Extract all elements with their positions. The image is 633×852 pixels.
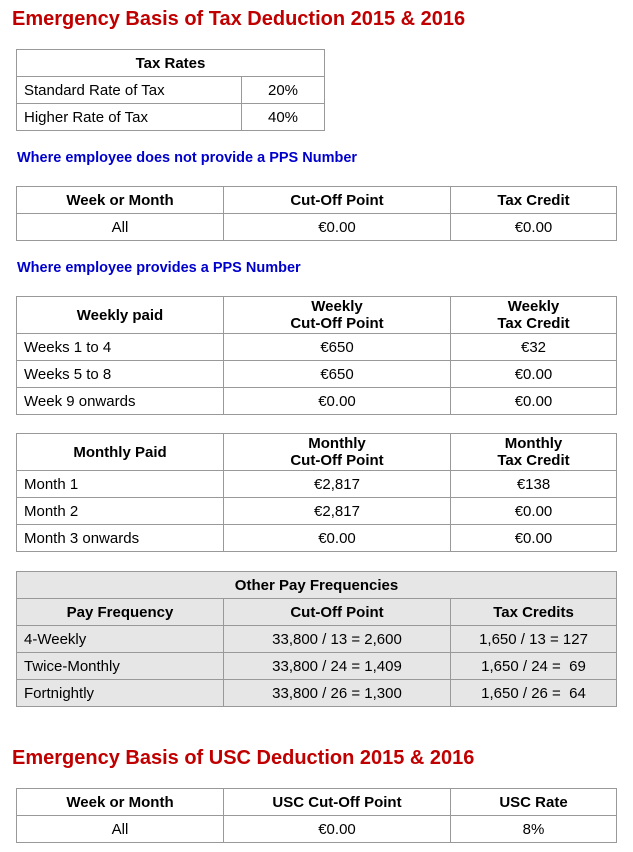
tax-rates-table [16,49,325,131]
table-row [17,653,617,680]
column-header: Monthly Paid [17,434,224,471]
other-frequencies-title: Other Pay Frequencies [17,572,617,599]
column-header: Week or Month [17,789,224,816]
tax-rates-title: Tax Rates [17,50,325,77]
table-row [17,471,617,498]
table-cell: €650 [224,361,451,388]
table-cell: €650 [224,334,451,361]
table-cell: Week 9 onwards [17,388,224,415]
table-cell: €0.00 [224,816,451,843]
table-row [17,626,617,653]
weekly-paid-table [16,296,617,415]
column-header: Tax Credits [451,599,617,626]
column-header: Week or Month [17,187,224,214]
column-header: Weekly Cut-Off Point [224,297,451,334]
table-cell: 33,800 / 26 = 1,300 [224,680,451,707]
column-header: USC Cut-Off Point [224,789,451,816]
column-header: Cut-Off Point [224,599,451,626]
table-cell: 4-Weekly [17,626,224,653]
no-pps-heading: Where employee does not provide a PPS Number [17,150,358,166]
rate-label: Higher Rate of Tax [17,104,242,131]
table-cell: €0.00 [224,525,451,552]
table-cell: €0.00 [224,214,451,241]
table-cell: Fortnightly [17,680,224,707]
table-cell: €0.00 [451,388,617,415]
table-cell: Weeks 1 to 4 [17,334,224,361]
table-cell: Month 2 [17,498,224,525]
usc-deduction-heading: Emergency Basis of USC Deduction 2015 & 2016 [12,747,475,769]
table-cell: €32 [451,334,617,361]
table-cell: Month 3 onwards [17,525,224,552]
table-row [17,214,617,241]
column-header: Cut-Off Point [224,187,451,214]
table-row [17,525,617,552]
table-row [17,680,617,707]
table-cell: 1,650 / 24 = 69 [451,653,617,680]
table-row [17,816,617,843]
table-row [17,498,617,525]
table-cell: Weeks 5 to 8 [17,361,224,388]
column-header: Monthly Cut-Off Point [224,434,451,471]
table-cell: €2,817 [224,498,451,525]
column-header: Tax Credit [451,187,617,214]
table-cell: €0.00 [451,361,617,388]
table-cell: €2,817 [224,471,451,498]
other-pay-frequencies-table [16,571,617,707]
table-cell: 33,800 / 24 = 1,409 [224,653,451,680]
table-row [17,104,325,131]
table-cell: 1,650 / 26 = 64 [451,680,617,707]
column-header: Weekly Tax Credit [451,297,617,334]
rate-value: 40% [242,104,325,131]
table-cell: €0.00 [451,498,617,525]
rate-value: 20% [242,77,325,104]
table-cell: €0.00 [451,214,617,241]
table-cell: €0.00 [451,525,617,552]
column-header: Pay Frequency [17,599,224,626]
table-row [17,388,617,415]
monthly-paid-table [16,433,617,552]
no-pps-table [16,186,617,241]
table-row [17,334,617,361]
rate-label: Standard Rate of Tax [17,77,242,104]
table-cell: 8% [451,816,617,843]
table-cell: All [17,816,224,843]
table-cell: €138 [451,471,617,498]
table-cell: 33,800 / 13 = 2,600 [224,626,451,653]
table-row [17,77,325,104]
column-header: Monthly Tax Credit [451,434,617,471]
table-row [17,361,617,388]
column-header: Weekly paid [17,297,224,334]
column-header: USC Rate [451,789,617,816]
usc-table [16,788,617,843]
table-cell: All [17,214,224,241]
table-cell: Month 1 [17,471,224,498]
tax-deduction-heading: Emergency Basis of Tax Deduction 2015 & 2016 [12,8,466,30]
table-cell: 1,650 / 13 = 127 [451,626,617,653]
table-cell: €0.00 [224,388,451,415]
table-cell: Twice-Monthly [17,653,224,680]
pps-heading: Where employee provides a PPS Number [17,260,301,276]
